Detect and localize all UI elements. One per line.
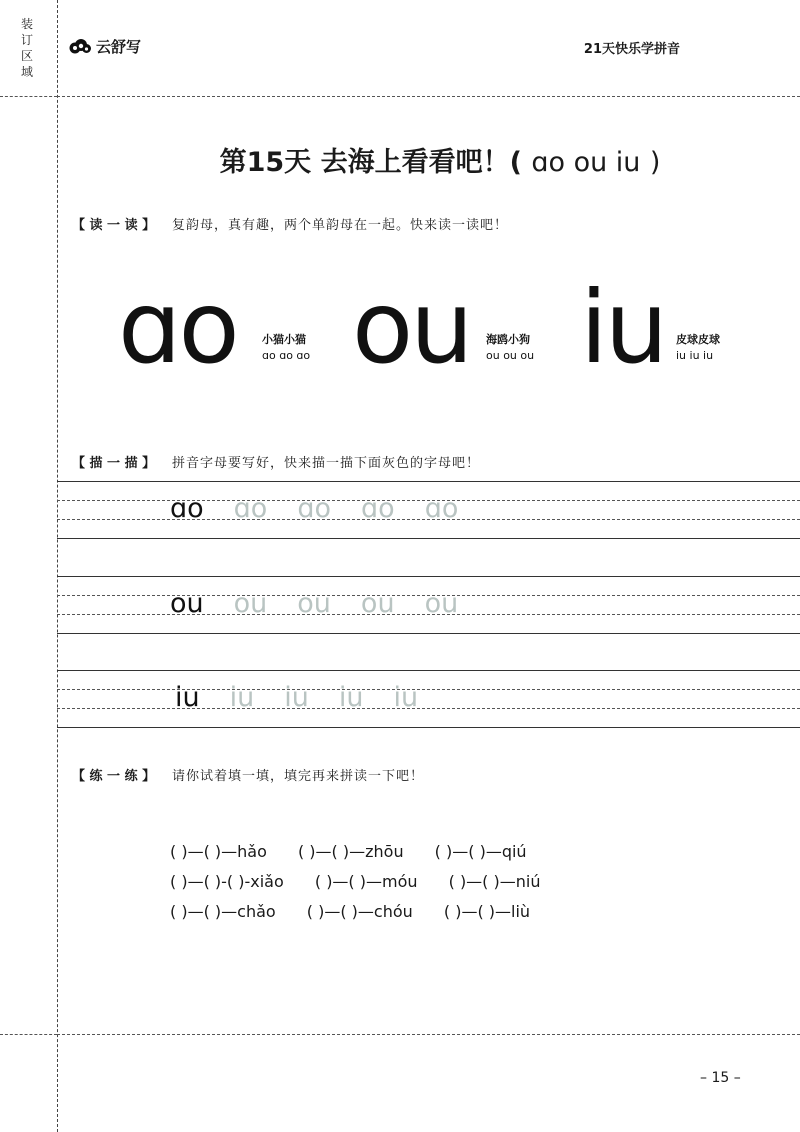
practice-row	[170, 842, 553, 862]
trace-ghost[interactable]: iu	[393, 682, 419, 713]
trace-ghost[interactable]: ɑo	[233, 493, 268, 524]
brand-logo	[68, 36, 141, 57]
writing-line	[57, 481, 800, 482]
trace-ghost[interactable]: iu	[229, 682, 255, 713]
fill-blank-item[interactable]: ( )—( )-( )-xiǎo	[170, 872, 284, 891]
writing-line	[57, 727, 800, 728]
caption-pinyin: iu iu iu	[676, 349, 714, 362]
cloud-icon	[68, 39, 92, 55]
trace-model: ɑo	[170, 493, 204, 524]
fill-blank-item[interactable]: ( )—( )—chóu	[306, 902, 413, 921]
practice-row	[170, 872, 566, 892]
trace-section-desc: 拼音字母要写好，快来描一描下面灰色的字母吧！	[172, 456, 481, 471]
margin-divider-top	[0, 96, 57, 97]
trace-model: ou	[170, 588, 204, 619]
caption-ao	[262, 332, 310, 364]
trace-ghost[interactable]: ɑo	[361, 493, 395, 524]
read-section-desc: 复韵母，真有趣，两个单韵母在一起。快来读一读吧！	[172, 218, 509, 233]
big-letters-iu: iu	[580, 269, 666, 386]
caption-pinyin: ou ou ou	[486, 349, 535, 362]
trace-ghost[interactable]: iu	[284, 682, 309, 713]
read-section-label: 【 读 一 读 】	[72, 218, 156, 233]
trace-ghost[interactable]: ou	[424, 588, 459, 619]
writing-line	[57, 708, 800, 709]
fill-blank-item[interactable]: ( )—( )—niú	[448, 872, 541, 891]
writing-line	[57, 576, 800, 577]
practice-row	[170, 902, 556, 922]
caption-iu	[676, 332, 720, 364]
big-letters-ao: ɑo	[118, 269, 237, 386]
trace-ghost[interactable]: ou	[233, 588, 268, 619]
trace-ghost[interactable]: ou	[297, 588, 331, 619]
practice-section-label: 【 练 一 练 】	[72, 769, 156, 784]
writing-line	[57, 689, 800, 690]
trace-row-iu	[175, 683, 418, 713]
fill-blank-item[interactable]: ( )—( )—hǎo	[170, 842, 267, 861]
footer-divider	[57, 1034, 800, 1035]
trace-model: iu	[175, 682, 200, 713]
writing-line	[57, 538, 800, 539]
brand-name: 云舒写	[96, 38, 142, 56]
header-divider	[57, 96, 800, 97]
caption-ou	[486, 332, 534, 364]
fill-blank-item[interactable]: ( )—( )—zhōu	[297, 842, 404, 861]
title-close: )	[649, 147, 661, 178]
fill-blank-item[interactable]: ( )—( )—chǎo	[170, 902, 276, 921]
trace-ghost[interactable]: ɑo	[297, 493, 332, 524]
page-title	[0, 140, 800, 179]
title-finals: ɑo ou iu	[531, 147, 641, 178]
caption-cn: 小猫小猫	[262, 333, 306, 346]
trace-ghost[interactable]: ou	[360, 588, 395, 619]
binding-char: 订	[20, 33, 33, 47]
fill-blank-item[interactable]: ( )—( )—liù	[443, 902, 531, 921]
fill-blank-item[interactable]: ( )—( )—qiú	[434, 842, 527, 861]
trace-row-ou	[170, 589, 458, 619]
binding-char: 区	[20, 49, 33, 63]
binding-char: 装	[20, 17, 33, 31]
caption-cn: 海鸥小狗	[486, 333, 530, 346]
big-letters-ou: ou	[352, 269, 471, 386]
trace-ghost[interactable]: ɑo	[424, 493, 459, 524]
binding-label	[18, 16, 36, 80]
caption-pinyin: ɑo ɑo ɑo	[262, 349, 311, 362]
title-main: 第15天 去海上看看吧！(	[219, 147, 522, 178]
binding-char: 域	[20, 65, 33, 79]
caption-cn: 皮球皮球	[676, 333, 720, 346]
margin-divider-bottom	[0, 1034, 57, 1035]
fill-blank-item[interactable]: ( )—( )—móu	[314, 872, 418, 891]
trace-section-label: 【 描 一 描 】	[72, 456, 156, 471]
page-number: – 15 –	[700, 1070, 741, 1086]
trace-ghost[interactable]: iu	[338, 682, 364, 713]
writing-line	[57, 670, 800, 671]
course-title: 21天快乐学拼音	[583, 42, 680, 57]
practice-section-desc: 请你试着填一填，填完再来拼读一下吧！	[172, 769, 425, 784]
trace-row-ao	[170, 494, 458, 524]
writing-line	[57, 633, 800, 634]
